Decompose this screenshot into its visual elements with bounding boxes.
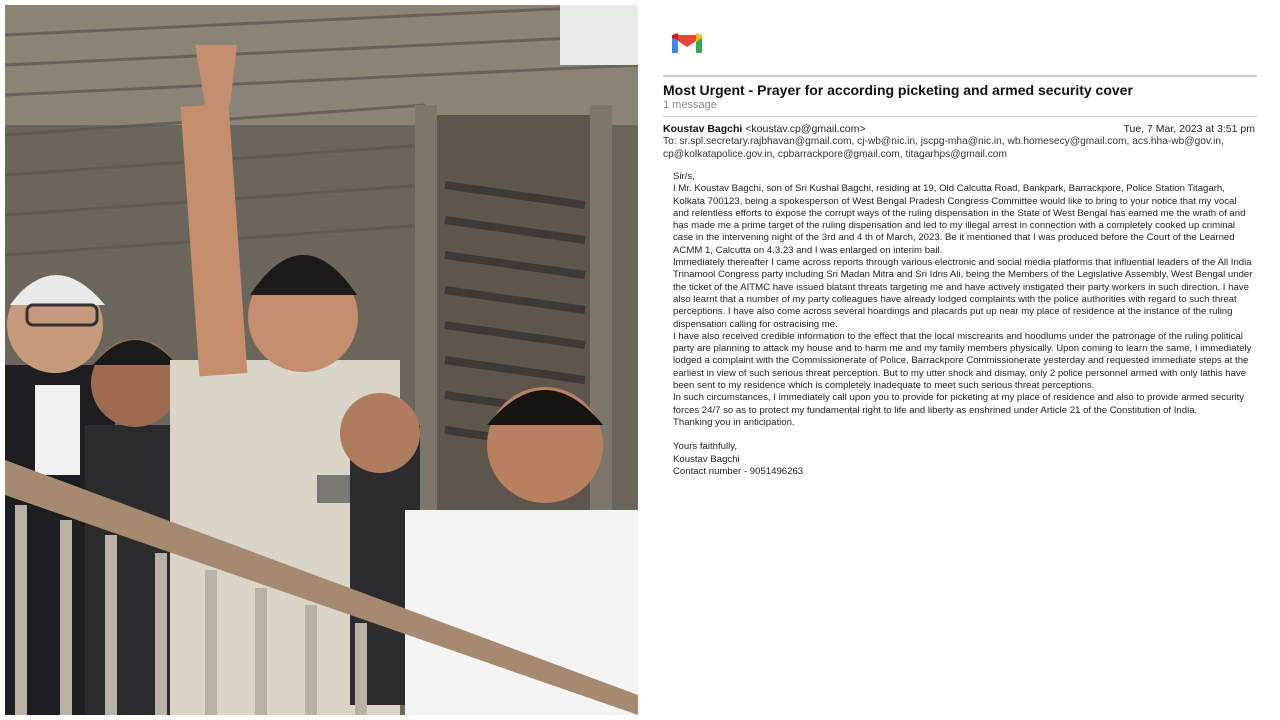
header-divider (663, 75, 1257, 77)
subject-divider (663, 116, 1257, 117)
message-count: 1 message (663, 99, 717, 111)
email-body (673, 171, 1253, 478)
photo-illustration (5, 5, 638, 715)
body-paragraph-3: I have also received credible information to the effect that the local miscreants and hoodlums under the patronage of the ruling political party are planning to attack my house and to harm me and my family members physically. Upon coming to learn the same, I immediately lodged a complaint with the Commissionerate of Police, Barrackpore Commissionerate yesterday and requested immediate steps at the earliest in view of such serious threat perception. But to my utter shock and dismay, only 2 police personnel armed with only lathis have been sent to my residence which is completely inadequate to meet such serious threat perceptions. (673, 330, 1252, 392)
signoff: Yours faithfully, (673, 441, 737, 453)
gmail-print-view (663, 0, 1257, 720)
signature-name: Koustav Bagchi (673, 453, 740, 465)
spacer (673, 429, 1253, 441)
sender-line (663, 123, 865, 135)
body-paragraph-2: Immediately thereafter I came across reports through various electronic and social media platforms that influential leaders of the All India Trinamool Congress party including Sri Madan Mitra and Sri Idris Ali, being the Members of the Legislative Assembly, West Bengal under the ticket of the AITMC have issued blatant threats targeting me and have actively instigated their party workers in such direction. I have also learnt that a number of my party colleagues have already lodged complaints with the police authorities with regard to such threat perceptions. I have also come across several hoardings and placards put up near my place of residence at the instance of the ruling dispensation calling for ostracising me. (673, 257, 1253, 330)
body-paragraph-1: I Mr. Koustav Bagchi, son of Sri Kushal Bagchi, residing at 19, Old Calcutta Road, Bankpark, Barrackpore, Police Station Titagarh, Kolkata 700123, being a spokesperson of West Bengal Pradesh Congress Committee would like to bring to your notice that my vocal and relentless efforts to expose the corrupt ways of the ruling dispensation in the State of West Bengal has earned me the wrath of and has made me a prime target of the ruling dispensation and led to my illegal arrest in connection with a completely cooked up criminal case in the intervening night of the 3rd and 4 th of March, 2023. Be it mentioned that I was produced before the Court of the Learned ACMM 1, Calcutta on 4.3.23 and I was enlarged on interim bail. (673, 183, 1246, 256)
news-photo (5, 5, 638, 715)
contact-number: Contact number - 9051496263 (673, 465, 804, 477)
thanks-line: Thanking you in anticipation. (673, 416, 795, 428)
salutation: Sir/s, (673, 171, 695, 182)
cornice (5, 5, 638, 125)
gmail-logo-icon (670, 29, 704, 55)
sender-name: Koustav Bagchi (663, 123, 743, 135)
email-date: Tue, 7 Mar, 2023 at 3:51 pm (1123, 123, 1255, 135)
sky-patch (560, 5, 638, 65)
body-paragraph-4: In such circumstances, I immediately call upon you to provide for picketing at my place of residence and also to provide armed security forces 24/7 so as to protect my fundamental right to life and liberty as enshrined under Article 21 of the Constitution of India. (673, 392, 1245, 416)
sender-email[interactable]: <koustav.cp@gmail.com> (745, 123, 866, 135)
email-subject: Most Urgent - Prayer for according picketing and armed security cover (663, 82, 1133, 98)
recipients-line: To: sr.spl.secretary.rajbhavan@gmail.com, cj-wb@nic.in, jscpg-mha@nic.in, wb.homesecy@gmail.com, acs.hha-wb@gov.in, cp@kolkatapolice.gov.in, cpbarrackpore@gmail.com, titagarhps@gmail.com (663, 136, 1224, 160)
